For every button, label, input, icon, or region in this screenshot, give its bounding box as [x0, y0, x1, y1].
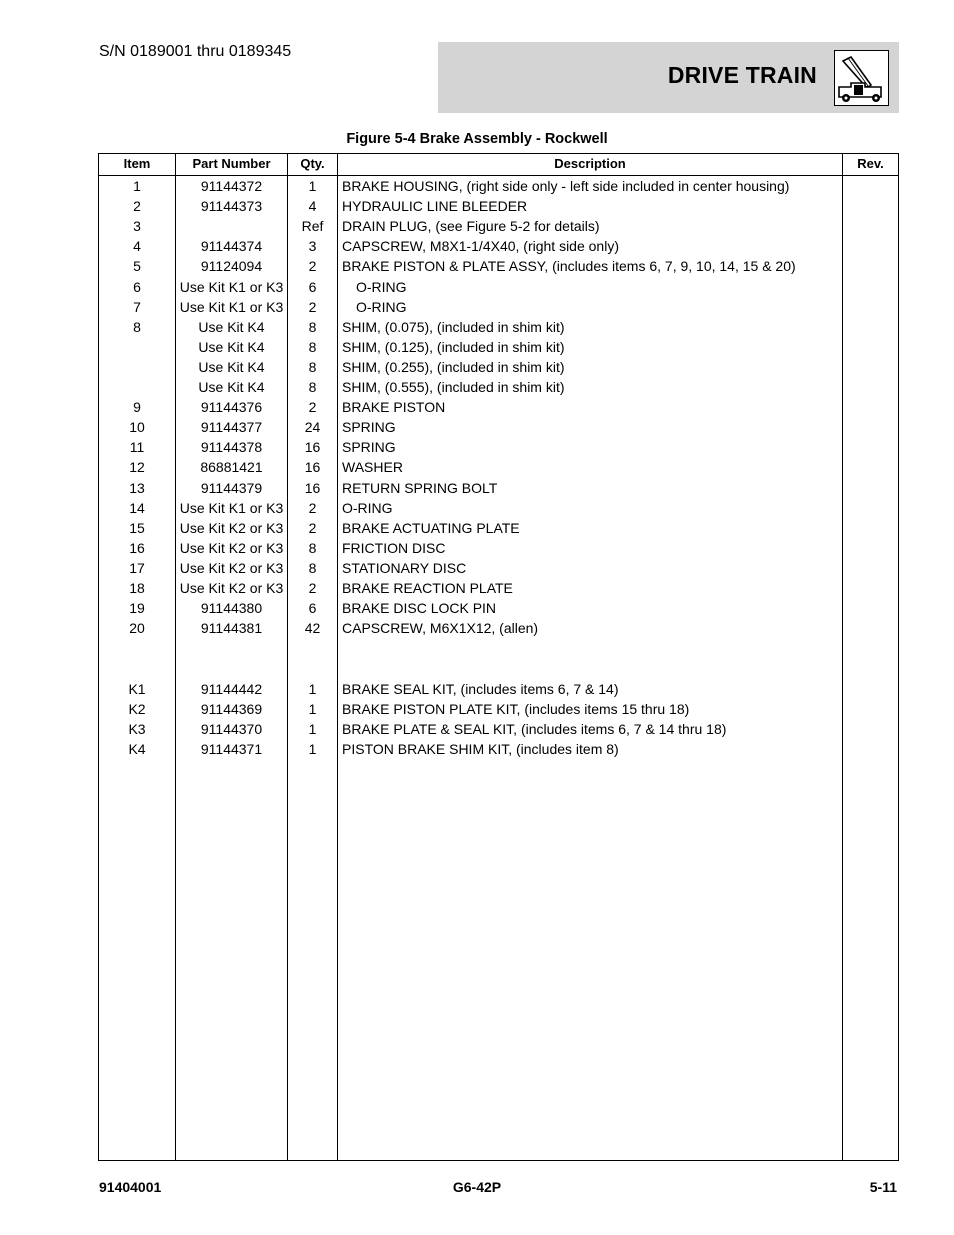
- part-number-cell: Use Kit K4: [198, 318, 265, 335]
- description-cell: BRAKE HOUSING, (right side only - left side included in center housing): [342, 178, 790, 194]
- qty-cell: 8: [308, 379, 317, 395]
- item-cell: 13: [129, 479, 145, 496]
- section-banner: [438, 42, 899, 113]
- description-cell: RETURN SPRING BOLT: [342, 479, 498, 496]
- table-row: [99, 377, 898, 397]
- description-cell: BRAKE SEAL KIT, (includes items 6, 7 & 14): [342, 680, 619, 697]
- description-cell: BRAKE DISC LOCK PIN: [342, 600, 497, 617]
- qty-cell: 2: [308, 298, 317, 315]
- section-title: DRIVE TRAIN: [667, 62, 817, 88]
- qty-cell: 6: [308, 600, 317, 617]
- item-cell: K2: [128, 700, 146, 717]
- serial-range: S/N 0189001 thru 0189345: [99, 43, 292, 60]
- doc-number: 91404001: [99, 1179, 162, 1195]
- qty-cell: 4: [308, 198, 317, 215]
- description-cell: O-RING: [356, 298, 407, 315]
- table-row: [99, 578, 898, 598]
- table-row: [99, 679, 898, 699]
- column-header-description: Description: [554, 156, 626, 171]
- qty-cell: 1: [308, 178, 317, 194]
- part-number-cell: 91144372: [200, 178, 263, 194]
- part-number-cell: 91144376: [200, 399, 263, 416]
- table-row: [99, 658, 898, 678]
- item-cell: 12: [129, 459, 145, 476]
- part-number-cell: 91124094: [200, 258, 263, 275]
- qty-cell: 2: [308, 258, 317, 275]
- qty-cell: 2: [308, 399, 317, 416]
- item-cell: 9: [133, 399, 141, 416]
- description-cell: BRAKE PISTON PLATE KIT, (includes items 15 thru 18): [342, 700, 690, 717]
- table-row: [99, 216, 898, 236]
- table-row: [99, 196, 898, 216]
- description-cell: BRAKE PISTON & PLATE ASSY, (includes items 6, 7, 9, 10, 14, 15 & 20): [342, 258, 796, 275]
- part-number-cell: 86881421: [200, 459, 263, 476]
- table-row: [99, 638, 898, 658]
- parts-table: [98, 153, 899, 1161]
- description-cell: BRAKE ACTUATING PLATE: [342, 519, 520, 536]
- qty-cell: 1: [308, 720, 317, 737]
- part-number-cell: Use Kit K2 or K3: [179, 559, 284, 576]
- qty-cell: 1: [308, 680, 317, 697]
- figure-title: Figure 5-4 Brake Assembly - Rockwell: [346, 131, 608, 147]
- description-cell: SHIM, (0.555), (included in shim kit): [342, 379, 565, 395]
- qty-cell: 8: [308, 559, 317, 576]
- qty-cell: 24: [304, 419, 321, 436]
- description-cell: O-RING: [356, 278, 407, 295]
- page-number: 5-11: [869, 1179, 897, 1195]
- item-cell: 14: [129, 499, 145, 516]
- item-cell: K4: [128, 740, 146, 757]
- qty-cell: 8: [308, 358, 317, 375]
- description-cell: DRAIN PLUG, (see Figure 5-2 for details): [342, 218, 600, 235]
- part-number-cell: Use Kit K1 or K3: [179, 499, 284, 516]
- table-row: [99, 618, 898, 638]
- table-row: [99, 719, 898, 739]
- qty-cell: 2: [308, 580, 317, 596]
- description-cell: CAPSCREW, M8X1-1/4X40, (right side only): [342, 238, 619, 255]
- table-row: [99, 538, 898, 558]
- description-cell: FRICTION DISC: [342, 539, 446, 556]
- drive-train-vehicle-icon: [834, 50, 889, 106]
- model-number: G6-42P: [452, 1179, 502, 1195]
- column-header-qty: Qty.: [300, 156, 325, 171]
- item-cell: 19: [129, 600, 145, 617]
- qty-cell: 1: [308, 700, 317, 717]
- item-cell: K1: [128, 680, 146, 697]
- item-cell: 16: [129, 539, 145, 556]
- part-number-cell: 91144370: [200, 720, 263, 737]
- description-cell: BRAKE PISTON: [342, 399, 446, 416]
- item-cell: 10: [129, 419, 145, 436]
- item-cell: 20: [129, 620, 145, 637]
- item-cell: 11: [129, 439, 145, 456]
- qty-cell: 2: [308, 499, 317, 516]
- table-row: [99, 518, 898, 538]
- column-header-part-number: Part Number: [192, 156, 271, 171]
- part-number-cell: 91144371: [200, 740, 263, 757]
- part-number-cell: 91144380: [200, 600, 263, 617]
- part-number-cell: 91144378: [200, 439, 263, 456]
- part-number-cell: 91144374: [200, 238, 263, 255]
- table-row: [99, 699, 898, 719]
- item-cell: 15: [129, 519, 145, 536]
- description-cell: HYDRAULIC LINE BLEEDER: [342, 198, 528, 215]
- table-row: [99, 236, 898, 256]
- item-cell: K3: [128, 720, 146, 737]
- table-row: [99, 478, 898, 498]
- description-cell: SHIM, (0.255), (included in shim kit): [342, 358, 565, 375]
- description-cell: BRAKE PLATE & SEAL KIT, (includes items 6, 7 & 14 thru 18): [342, 720, 727, 737]
- table-row: [99, 739, 898, 759]
- item-cell: 7: [133, 298, 141, 315]
- description-cell: STATIONARY DISC: [342, 559, 467, 576]
- table-row: [99, 417, 898, 437]
- part-number-cell: 91144377: [200, 419, 263, 436]
- qty-cell: 42: [304, 620, 321, 637]
- part-number-cell: 91144381: [200, 620, 263, 637]
- table-row: [99, 357, 898, 377]
- item-cell: 1: [133, 178, 141, 194]
- table-row: [99, 337, 898, 357]
- table-row: [99, 437, 898, 457]
- table-row: [99, 598, 898, 618]
- part-number-cell: Use Kit K2 or K3: [179, 519, 284, 536]
- table-row: [99, 397, 898, 417]
- part-number-cell: 91144442: [200, 680, 263, 697]
- item-cell: 3: [133, 218, 141, 235]
- part-number-cell: Use Kit K2 or K3: [179, 580, 284, 596]
- column-header-item: Item: [123, 156, 151, 171]
- table-row: [99, 558, 898, 578]
- table-row: [99, 457, 898, 477]
- table-row: [99, 176, 898, 196]
- description-cell: SPRING: [342, 419, 396, 436]
- part-number-cell: Use Kit K4: [198, 338, 265, 355]
- table-row: [99, 256, 898, 276]
- description-cell: O-RING: [342, 499, 393, 516]
- qty-cell: 1: [308, 740, 317, 757]
- qty-cell: 3: [308, 238, 317, 255]
- qty-cell: 8: [308, 539, 317, 556]
- column-header-rev: Rev.: [857, 156, 884, 171]
- item-cell: 2: [133, 198, 141, 215]
- qty-cell: 16: [304, 439, 321, 456]
- table-row: [99, 297, 898, 317]
- qty-cell: 16: [304, 459, 321, 476]
- part-number-cell: Use Kit K4: [198, 379, 265, 395]
- item-cell: 4: [133, 238, 141, 255]
- qty-cell: 16: [304, 479, 321, 496]
- table-row: [99, 317, 898, 337]
- table-row: [99, 277, 898, 297]
- qty-cell: 2: [308, 519, 317, 536]
- part-number-cell: Use Kit K4: [198, 358, 265, 375]
- qty-cell: 8: [308, 318, 317, 335]
- description-cell: WASHER: [342, 459, 403, 476]
- part-number-cell: Use Kit K1 or K3: [179, 298, 284, 315]
- description-cell: SHIM, (0.125), (included in shim kit): [342, 338, 565, 355]
- qty-cell: 8: [308, 338, 317, 355]
- description-cell: SPRING: [342, 439, 396, 456]
- item-cell: 5: [133, 258, 141, 275]
- part-number-cell: Use Kit K2 or K3: [179, 539, 284, 556]
- part-number-cell: Use Kit K1 or K3: [179, 278, 284, 295]
- qty-cell: Ref: [301, 218, 324, 235]
- item-cell: 6: [133, 278, 141, 295]
- part-number-cell: 91144373: [200, 198, 263, 215]
- part-number-cell: 91144369: [200, 700, 263, 717]
- table-row: [99, 498, 898, 518]
- item-cell: 18: [129, 580, 145, 596]
- description-cell: PISTON BRAKE SHIM KIT, (includes item 8): [342, 740, 619, 757]
- part-number-cell: 91144379: [200, 479, 263, 496]
- item-cell: 17: [129, 559, 145, 576]
- description-cell: BRAKE REACTION PLATE: [342, 580, 513, 596]
- description-cell: SHIM, (0.075), (included in shim kit): [342, 318, 565, 335]
- description-cell: CAPSCREW, M6X1X12, (allen): [342, 620, 539, 637]
- qty-cell: 6: [308, 278, 317, 295]
- item-cell: 8: [133, 318, 141, 335]
